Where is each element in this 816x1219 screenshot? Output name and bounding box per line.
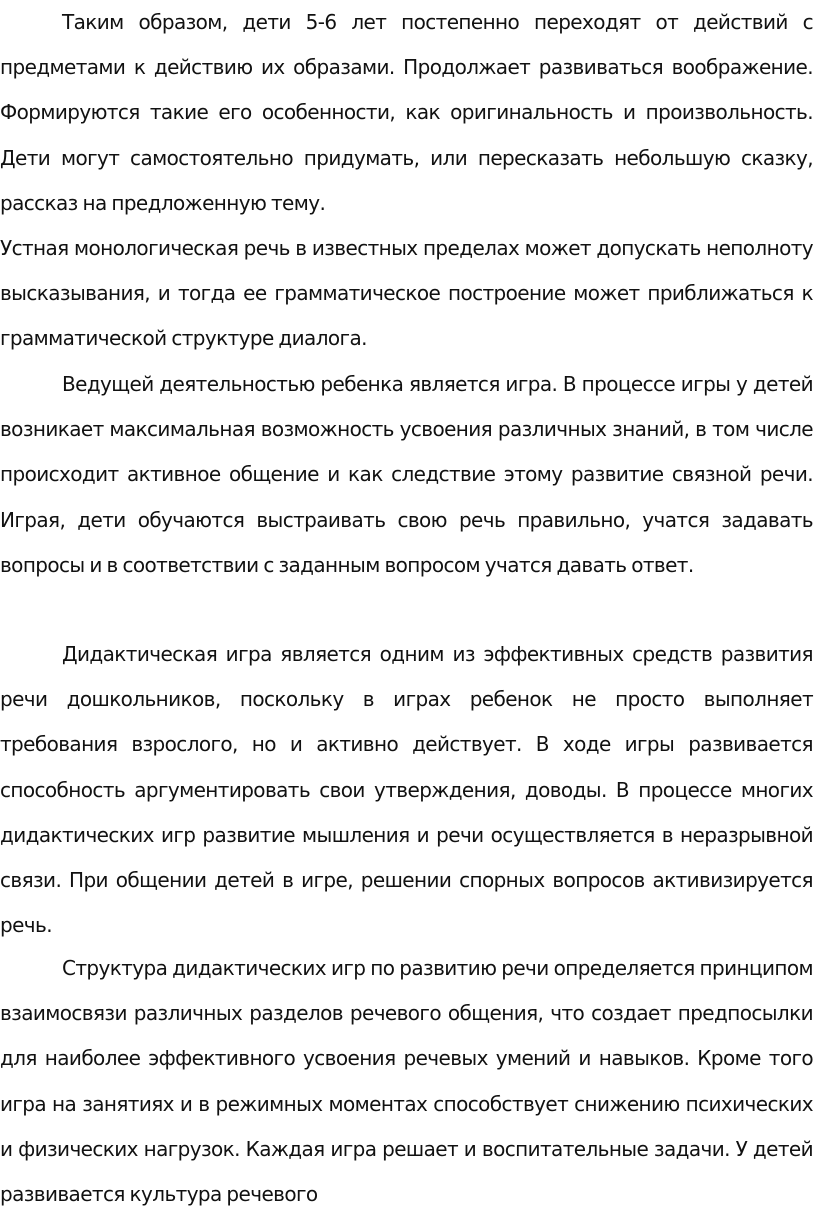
paragraph-4: Дидактическая игра является одним из эффективных средств развития речи дошкольников, поскольку в играх ребенок не просто выполняет требования взрослого, но и активно действует. В ходе игры развивается способность аргументировать свои утверждения, доводы. В процессе многих дидактических игр развитие мышления и речи осуществляется в неразрывной связи. При общении детей в игре, решении спорных вопросов активизируется речь. — [0, 642, 813, 938]
paragraph-2: Устная монологическая речь в известных пределах может допускать неполноту высказывания, и тогда ее грамматическое построение может приближаться к грамматической структуре диалога. — [0, 236, 813, 351]
paragraph-3: Ведущей деятельностью ребенка является игра. В процессе игры у детей возникает максимальная возможность усвоения различных знаний, в том числе происходит активное общение и как следствие этому развитие связной речи. Играя, дети обучаются выстраивать свою речь правильно, учатся задавать вопросы и в соответствии с заданным вопросом учатся давать ответ. — [0, 372, 813, 577]
paragraph-5: Структура дидактических игр по развитию речи определяется принципом взаимосвязи различных разделов речевого общения, что создает предпосылки для наиболее эффективного усвоения речевых умений и навыков. Кроме того игра на занятиях и в режимных моментах способствует снижению психических и физических нагрузок. Каждая игра решает и воспитательные задачи. У детей развивается культура речевого — [0, 956, 813, 1207]
paragraph-1: Таким образом, дети 5-6 лет постепенно переходят от действий с предметами к действию их образами. Продолжает развиваться воображение. Формируются такие его особенности, как оригинальность и произвольность. Дети могут самостоятельно придумать, или пересказать небольшую сказку, рассказ на предложенную тему. — [0, 10, 813, 215]
